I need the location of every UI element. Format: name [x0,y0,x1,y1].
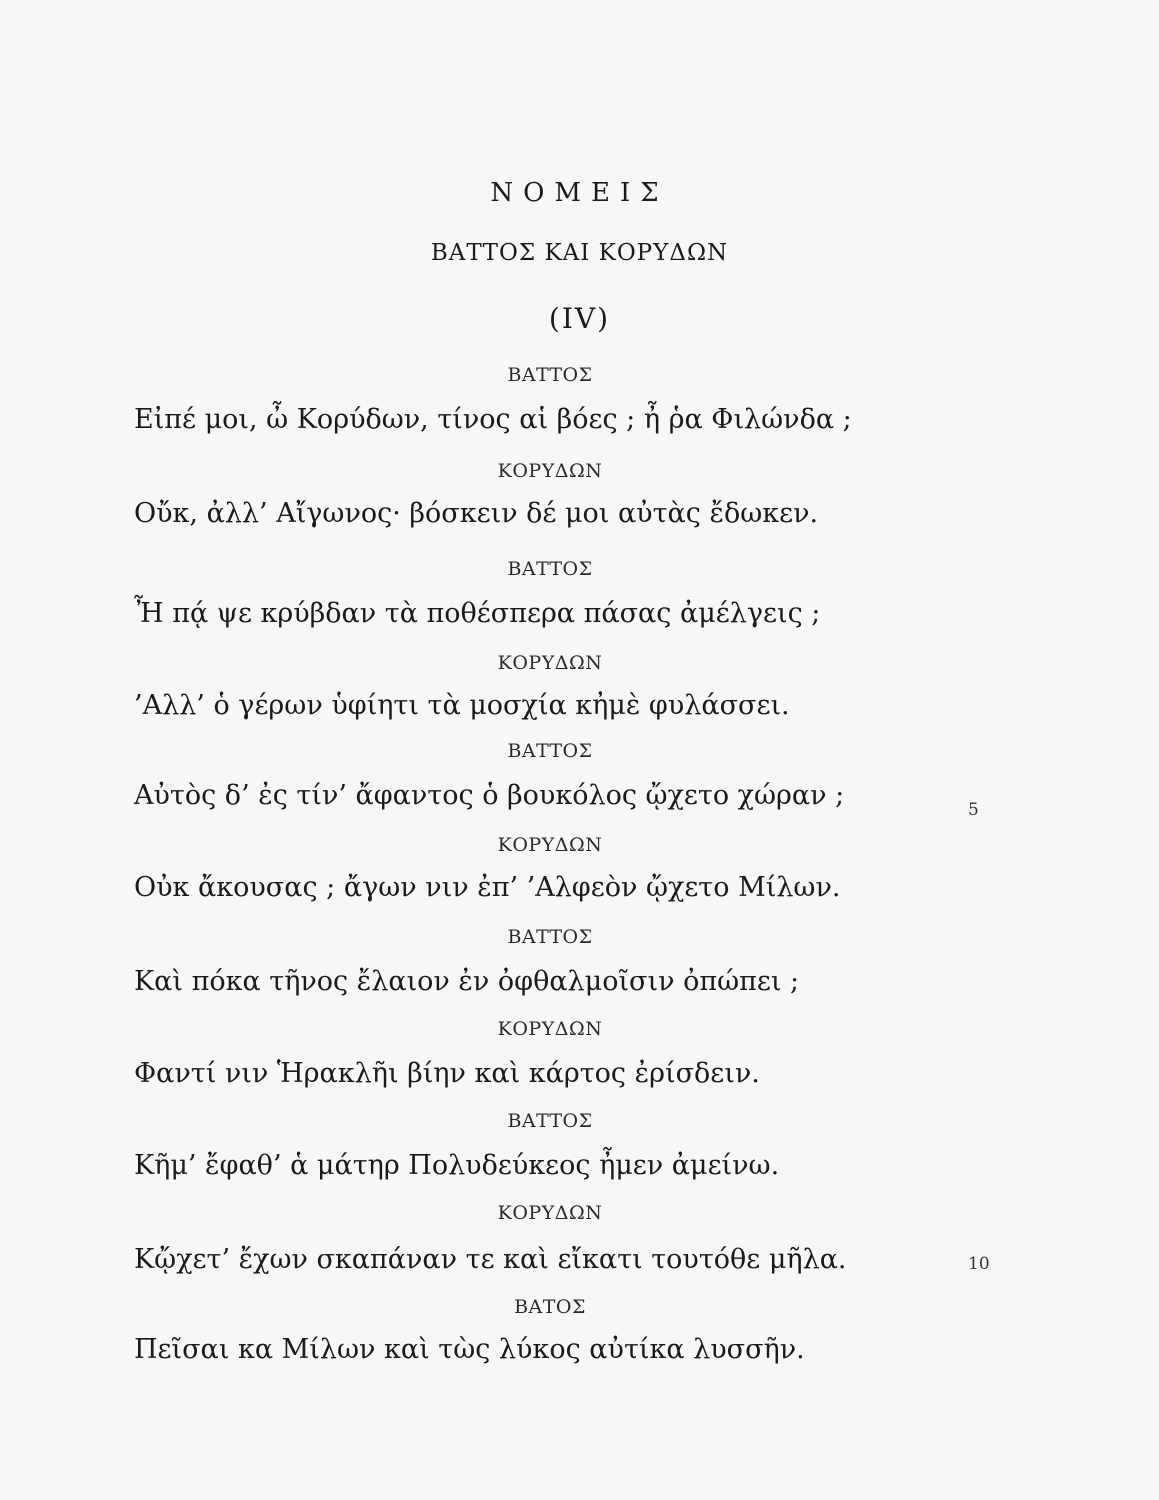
speaker-label: ΒΑΤΤΟΣ [507,926,593,948]
verse-line: Κᾤχετ’ ἔχων σκαπάναν τε καὶ εἴκατι τουτόθε μῆλα. [134,1244,847,1275]
speaker-label: ΚΟΡΥΔΩΝ [497,652,603,674]
verse-line: Οὔκ, ἀλλ’ Αἴγωνος· βόσκειν δέ μοι αὐτὰς ἔδωκεν. [134,498,819,529]
speaker-label: ΒΑΤΤΟΣ [507,558,593,580]
verse-line: Κῆμ’ ἔφαθ’ ἁ μάτηρ Πολυδεύκεος ἦμεν ἀμείνω. [134,1150,780,1181]
speaker-label: ΒΑΤΟΣ [514,1296,586,1318]
speaker-label: ΚΟΡΥΔΩΝ [497,1018,603,1040]
verse-line: Φαντί νιν Ἡρακλῆι βίην καὶ κάρτος ἐρίσδειν. [134,1058,760,1089]
poem-title: ΝΟΜΕΙΣ [490,178,669,208]
speaker-label: ΚΟΡΥΔΩΝ [497,460,603,482]
speaker-label: ΒΑΤΤΟΣ [507,364,593,386]
verse-line: Καὶ πόκα τῆνος ἔλαιον ἐν ὀφθαλμοῖσιν ὀπώπει ; [134,966,800,997]
verse-line: Οὐκ ἄκουσας ; ἄγων νιν ἐπ’ ’Αλφεὸν ᾤχετο Μίλων. [134,872,841,903]
verse-line: Πεῖσαι κα Μίλων καὶ τὼς λύκος αὐτίκα λυσσῆν. [134,1334,805,1365]
line-number: 5 [968,800,979,820]
speaker-label: ΚΟΡΥΔΩΝ [497,834,603,856]
speaker-label: ΚΟΡΥΔΩΝ [497,1202,603,1224]
speaker-label: ΒΑΤΤΟΣ [507,1110,593,1132]
line-number: 10 [968,1254,990,1274]
verse-line: Αὐτὸς δ’ ἐς τίν’ ἄφαντος ὁ βουκόλος ᾤχετο χώραν ; [134,780,845,811]
verse-line: ’Αλλ’ ὁ γέρων ὑφίητι τὰ μοσχία κἠμὲ φυλάσσει. [134,690,790,721]
speaker-label: ΒΑΤΤΟΣ [507,740,593,762]
verse-line: Εἰπέ μοι, ὦ Κορύδων, τίνος αἱ βόες ; ἦ ῥα Φιλώνδα ; [134,404,852,435]
verse-line: Ἦ πᾴ ψε κρύβδαν τὰ ποθέσπερα πάσας ἀμέλγεις ; [134,598,821,629]
poem-number: (IV) [548,302,611,335]
poem-subtitle: ΒΑΤΤΟΣ ΚΑΙ ΚΟΡΥΔΩΝ [430,240,729,266]
